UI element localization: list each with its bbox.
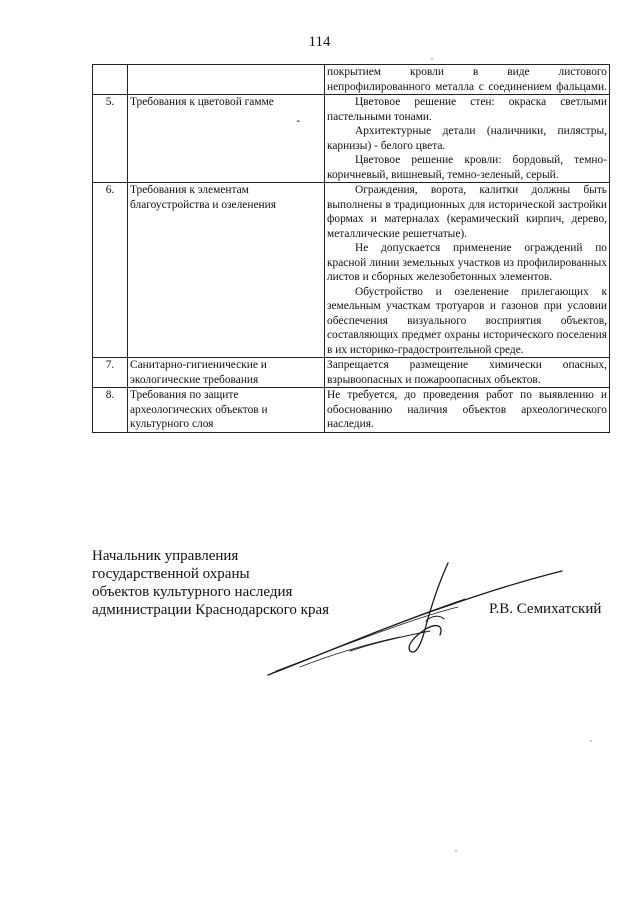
requirement-description xyxy=(325,65,610,95)
table-row xyxy=(93,358,610,388)
description-paragraph: Ограждения, ворота, калитки должны быть выполнены в традиционных для исторической застройки формах и материалах (керамический кирпич, дерево, металлические решетчатые). xyxy=(327,184,607,240)
requirement-description xyxy=(325,95,610,183)
description-paragraph: покрытием кровли в виде листового непрофилированного металла с соединением фальцами. xyxy=(327,66,607,93)
page-number: 114 xyxy=(308,34,331,50)
scan-speck xyxy=(455,850,457,852)
requirement-name: Требования к элементам благоустройства и озеленения xyxy=(128,183,325,358)
requirement-name: Требования к цветовой гамме xyxy=(130,96,274,108)
scan-speck xyxy=(431,58,433,60)
row-number: 5. xyxy=(93,95,128,183)
description-paragraph: Архитектурные детали (наличники, пилястры, карнизы) - белого цвета. xyxy=(327,125,607,152)
description-paragraph: Цветовое решение кровли: бордовый, темно-коричневый, вишневый, темно-зеленый, серый. xyxy=(327,154,607,181)
description-paragraph: Не допускается применение ограждений по красной линии земельных участков из профилированных листов и сборных железобетонных элементов. xyxy=(327,242,607,283)
description-paragraph: Цветовое решение стен: окраска светлыми пастельными тонами. xyxy=(327,96,607,123)
table-row xyxy=(93,95,610,183)
signatory-title-line: Начальник управления xyxy=(92,548,239,564)
table-row xyxy=(93,183,610,358)
requirement-description xyxy=(325,183,610,358)
requirement-description xyxy=(325,358,610,388)
description-paragraph: Запрещается размещение химически опасных, взрывоопасных и пожароопасных объектов. xyxy=(327,359,607,386)
description-paragraph: Не требуется, до проведения работ по выявлению и обоснованию наличия объектов археологического наследия. xyxy=(327,389,607,430)
signatory-title-line: объектов культурного наследия xyxy=(92,584,293,600)
requirement-description xyxy=(325,388,610,433)
requirement-name xyxy=(128,65,325,95)
requirement-name-cell xyxy=(128,95,325,183)
margin-dash: - xyxy=(296,114,300,127)
signatory-name: Р.В. Семихатский xyxy=(489,601,602,617)
table-row xyxy=(93,65,610,95)
signatory-title-line: администрации Краснодарского края xyxy=(92,602,330,618)
signatory-title-line: государственной охраны xyxy=(92,566,250,582)
row-number xyxy=(93,65,128,95)
row-number: 6. xyxy=(93,183,128,358)
requirement-name: Санитарно-гигиенические и экологические требования xyxy=(128,358,325,388)
row-number: 7. xyxy=(93,358,128,388)
description-paragraph: Обустройство и озеленение прилегающих к земельным участкам тротуаров и газонов при условии обеспечения визуального восприятия объектов, составляющих предмет охраны исторического поселения в их историко-градостроительной среде. xyxy=(327,285,607,356)
table-row xyxy=(93,388,610,433)
requirements-table xyxy=(92,64,610,433)
requirement-name: Требования по защите археологических объектов и культурного слоя xyxy=(128,388,325,433)
scan-speck xyxy=(590,740,592,742)
row-number: 8. xyxy=(93,388,128,433)
